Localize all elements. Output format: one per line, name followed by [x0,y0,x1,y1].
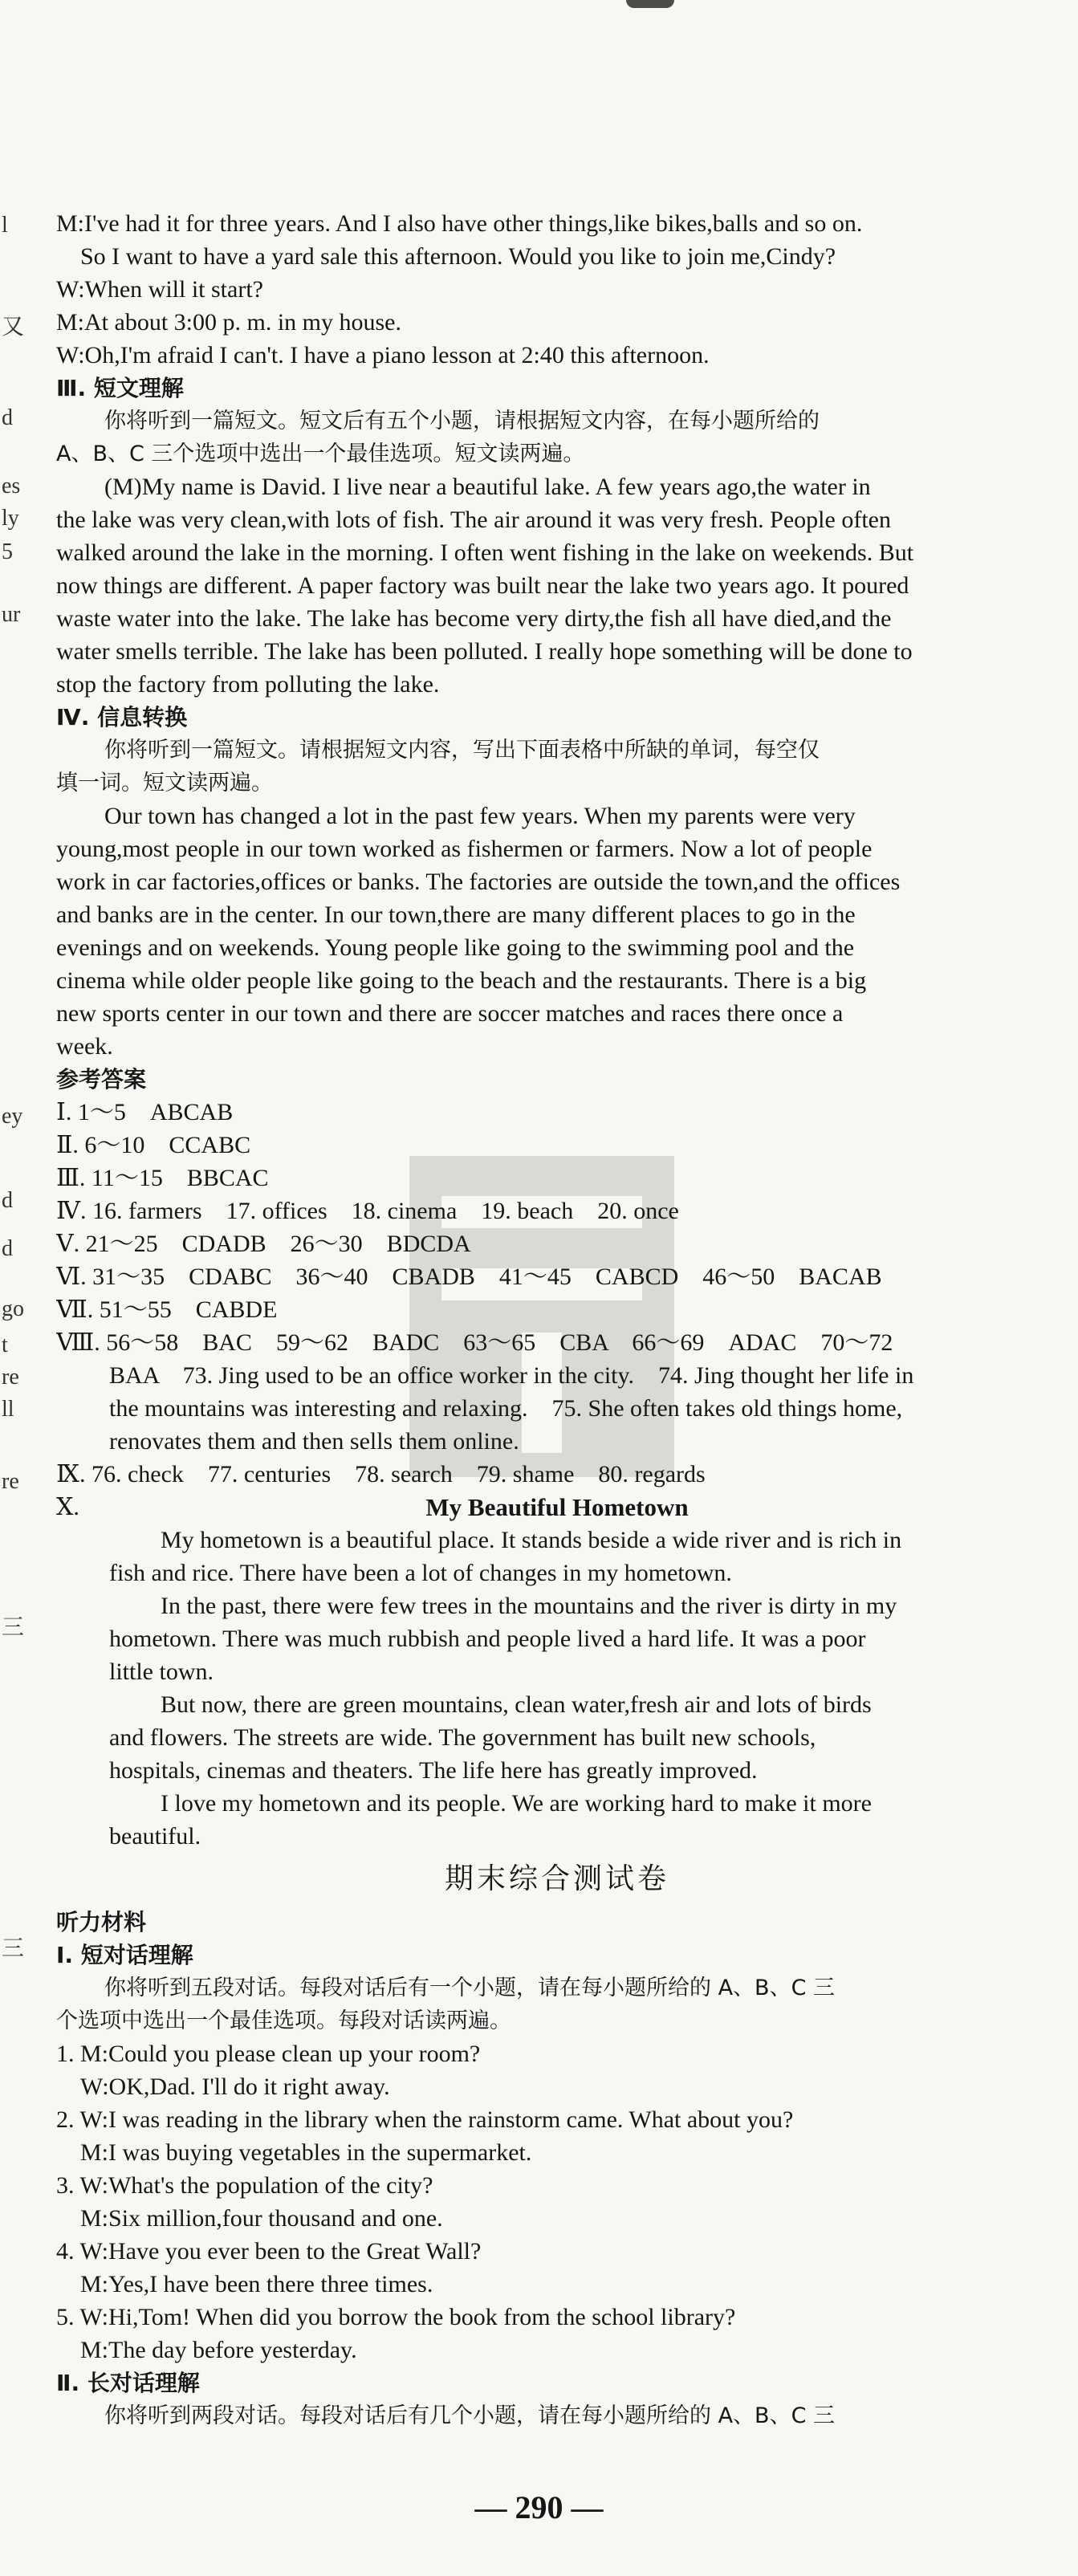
text-line: 5. W:Hi,Tom! When did you borrow the book from the school library? [56,2304,736,2330]
text-line: M:The day before yesterday. [80,2337,357,2363]
text-line: W:OK,Dad. I'll do it right away. [80,2073,390,2100]
text-line: But now, there are green mountains, clean water,fresh air and lots of birds [161,1691,872,1718]
text-line: water smells terrible. The lake has been polluted. I really hope something will be done to [56,638,913,665]
text-line: and flowers. The streets are wide. The government has built new schools, [109,1724,816,1751]
text-line: the mountains was interesting and relaxing. 75. She often takes old things home, [109,1395,903,1422]
section-number: Ⅹ. [56,1494,79,1520]
text-line: BAA 73. Jing used to be an office worker in the city. 74. Jing thought her life in [109,1362,914,1389]
text-line: 你将听到一篇短文。短文后有五个小题，请根据短文内容，在每小题所给的 [104,409,820,433]
text-line: M:I was buying vegetables in the supermarket. [80,2139,532,2166]
text-line: Ⅵ. 31～35 CDABC 36～40 CBADB 41～45 CABCD 46～50 BACAB [56,1264,882,1290]
margin-fragment: d [2,1188,13,1213]
text-line: 你将听到一篇短文。请根据短文内容，写出下面表格中所缺的单词，每空仅 [104,738,820,763]
text-line: Ⅷ. 56～58 BAC 59～62 BADC 63～65 CBA 66～69 ADAC 70～72 [56,1329,893,1356]
text-line: cinema while older people like going to the beach and the restaurants. There is a big [56,967,867,994]
text-line: walked around the lake in the morning. I often went fishing in the lake on weekends. But [56,539,914,566]
text-line: Ⅲ. 11～15 BBCAC [56,1165,269,1191]
text-line: W:When will it start? [56,276,263,303]
text-line: 参考答案 [56,1066,147,1093]
text-line: hospitals, cinemas and theaters. The life here has greatly improved. [109,1757,758,1784]
page-number: — 290 — [474,2489,604,2525]
text-line: new sports center in our town and there are soccer matches and races there once a [56,1000,844,1027]
text-line: 3. W:What's the population of the city? [56,2172,433,2199]
margin-fragment: 三 [2,1615,25,1640]
essay-title: My Beautiful Hometown [425,1493,689,1521]
margin-fragment: 5 [2,539,13,564]
text-line: evenings and on weekends. Young people like going to the swimming pool and the [56,934,855,961]
text-line: and banks are in the center. In our town,there are many different places to go in the [56,901,856,928]
text-line: Ⅲ. 短文理解 [56,375,184,401]
margin-fragment: 又 [2,315,25,340]
text-line: fish and rice. There have been a lot of changes in my hometown. [109,1560,732,1586]
text-line: I love my hometown and its people. We are working hard to make it more [161,1790,872,1817]
top-edge-mark [626,0,674,8]
text-line: Ⅴ. 21～25 CDADB 26～30 BDCDA [56,1231,471,1257]
text-line: Ⅰ. 短对话理解 [56,1942,193,1968]
text-line: M:Yes,I have been there three times. [80,2271,433,2297]
text-line: M:At about 3:00 p. m. in my house. [56,309,401,336]
document-body [56,207,1058,2432]
margin-fragment: re [2,1469,19,1494]
margin-fragment: l [2,213,8,238]
text-line: 4. W:Have you ever been to the Great Wall? [56,2238,482,2265]
margin-fragment: ly [2,506,19,531]
margin-fragment: ll [2,1397,14,1422]
margin-fragment: d [2,1236,13,1261]
text-line: 填一词。短文读两遍。 [56,771,273,796]
text-line: A、B、C 三个选项中选出一个最佳选项。短文读两遍。 [56,442,585,466]
text-line: work in car factories,offices or banks. The factories are outside the town,and the offices [56,869,901,895]
text-line: the lake was very clean,with lots of fish. The air around it was very fresh. People often [56,507,891,533]
text-line: little town. [109,1658,214,1685]
text-line: hometown. There was much rubbish and people lived a hard life. It was a poor [109,1626,866,1652]
text-line: 个选项中选出一个最佳选项。每段对话读两遍。 [56,2008,511,2033]
text-line: renovates them and then sells them online. [109,1428,519,1455]
text-line: M:Six million,four thousand and one. [80,2205,443,2232]
text-line: Ⅶ. 51～55 CABDE [56,1296,278,1323]
text-line [56,1491,1058,1524]
text-line: My hometown is a beautiful place. It stands beside a wide river and is rich in [161,1527,902,1553]
margin-fragment: t [2,1333,8,1357]
margin-fragment: d [2,405,13,430]
text-line: now things are different. A paper factory was built near the lake two years ago. It poured [56,572,909,599]
text-line: Ⅰ. 1～5 ABCAB [56,1099,234,1125]
margin-fragment: ur [2,602,21,627]
text-line: Ⅱ. 长对话理解 [56,2370,200,2396]
text-line: (M)My name is David. I live near a beautiful lake. A few years ago,the water in [104,474,871,500]
text-line: young,most people in our town worked as fishermen or farmers. Now a lot of people [56,836,873,862]
text-line: stop the factory from polluting the lake. [56,671,440,698]
margin-fragment: ey [2,1104,23,1129]
text-line: waste water into the lake. The lake has become very dirty,the fish all have died,and the [56,605,892,632]
text-line: Ⅳ. 信息转换 [56,704,188,730]
text-line: beautiful. [109,1823,201,1850]
text-line: W:Oh,I'm afraid I can't. I have a piano lesson at 2:40 this afternoon. [56,342,710,368]
text-line: M:I've had it for three years. And I also have other things,like bikes,balls and so on. [56,210,863,237]
text-line: Our town has changed a lot in the past few years. When my parents were very [104,803,856,829]
text-line: 你将听到五段对话。每段对话后有一个小题，请在每小题所给的 A、B、C 三 [104,1976,836,2000]
text-line: Ⅱ. 6～10 CCABC [56,1132,251,1158]
text-line: 你将听到两段对话。每段对话后有几个小题，请在每小题所给的 A、B、C 三 [104,2403,836,2428]
text-line: 期末综合测试卷 [444,1862,669,1895]
text-line: 2. W:I was reading in the library when the rainstorm came. What about you? [56,2106,794,2133]
margin-fragment: re [2,1365,19,1390]
margin-fragment: 三 [2,1936,25,1961]
margin-fragment: go [2,1296,24,1321]
text-line: So I want to have a yard sale this afternoon. Would you like to join me,Cindy? [80,243,836,270]
text-line: Ⅸ. 76. check 77. centuries 78. search 79. shame 80. regards [56,1461,706,1487]
text-line: Ⅳ. 16. farmers 17. offices 18. cinema 19. beach 20. once [56,1198,679,1224]
text-line: week. [56,1033,113,1060]
margin-fragment: es [2,474,21,499]
text-line: 1. M:Could you please clean up your room? [56,2041,481,2067]
text-line: In the past, there were few trees in the mountains and the river is dirty in my [161,1593,897,1619]
text-line: 听力材料 [56,1909,147,1935]
